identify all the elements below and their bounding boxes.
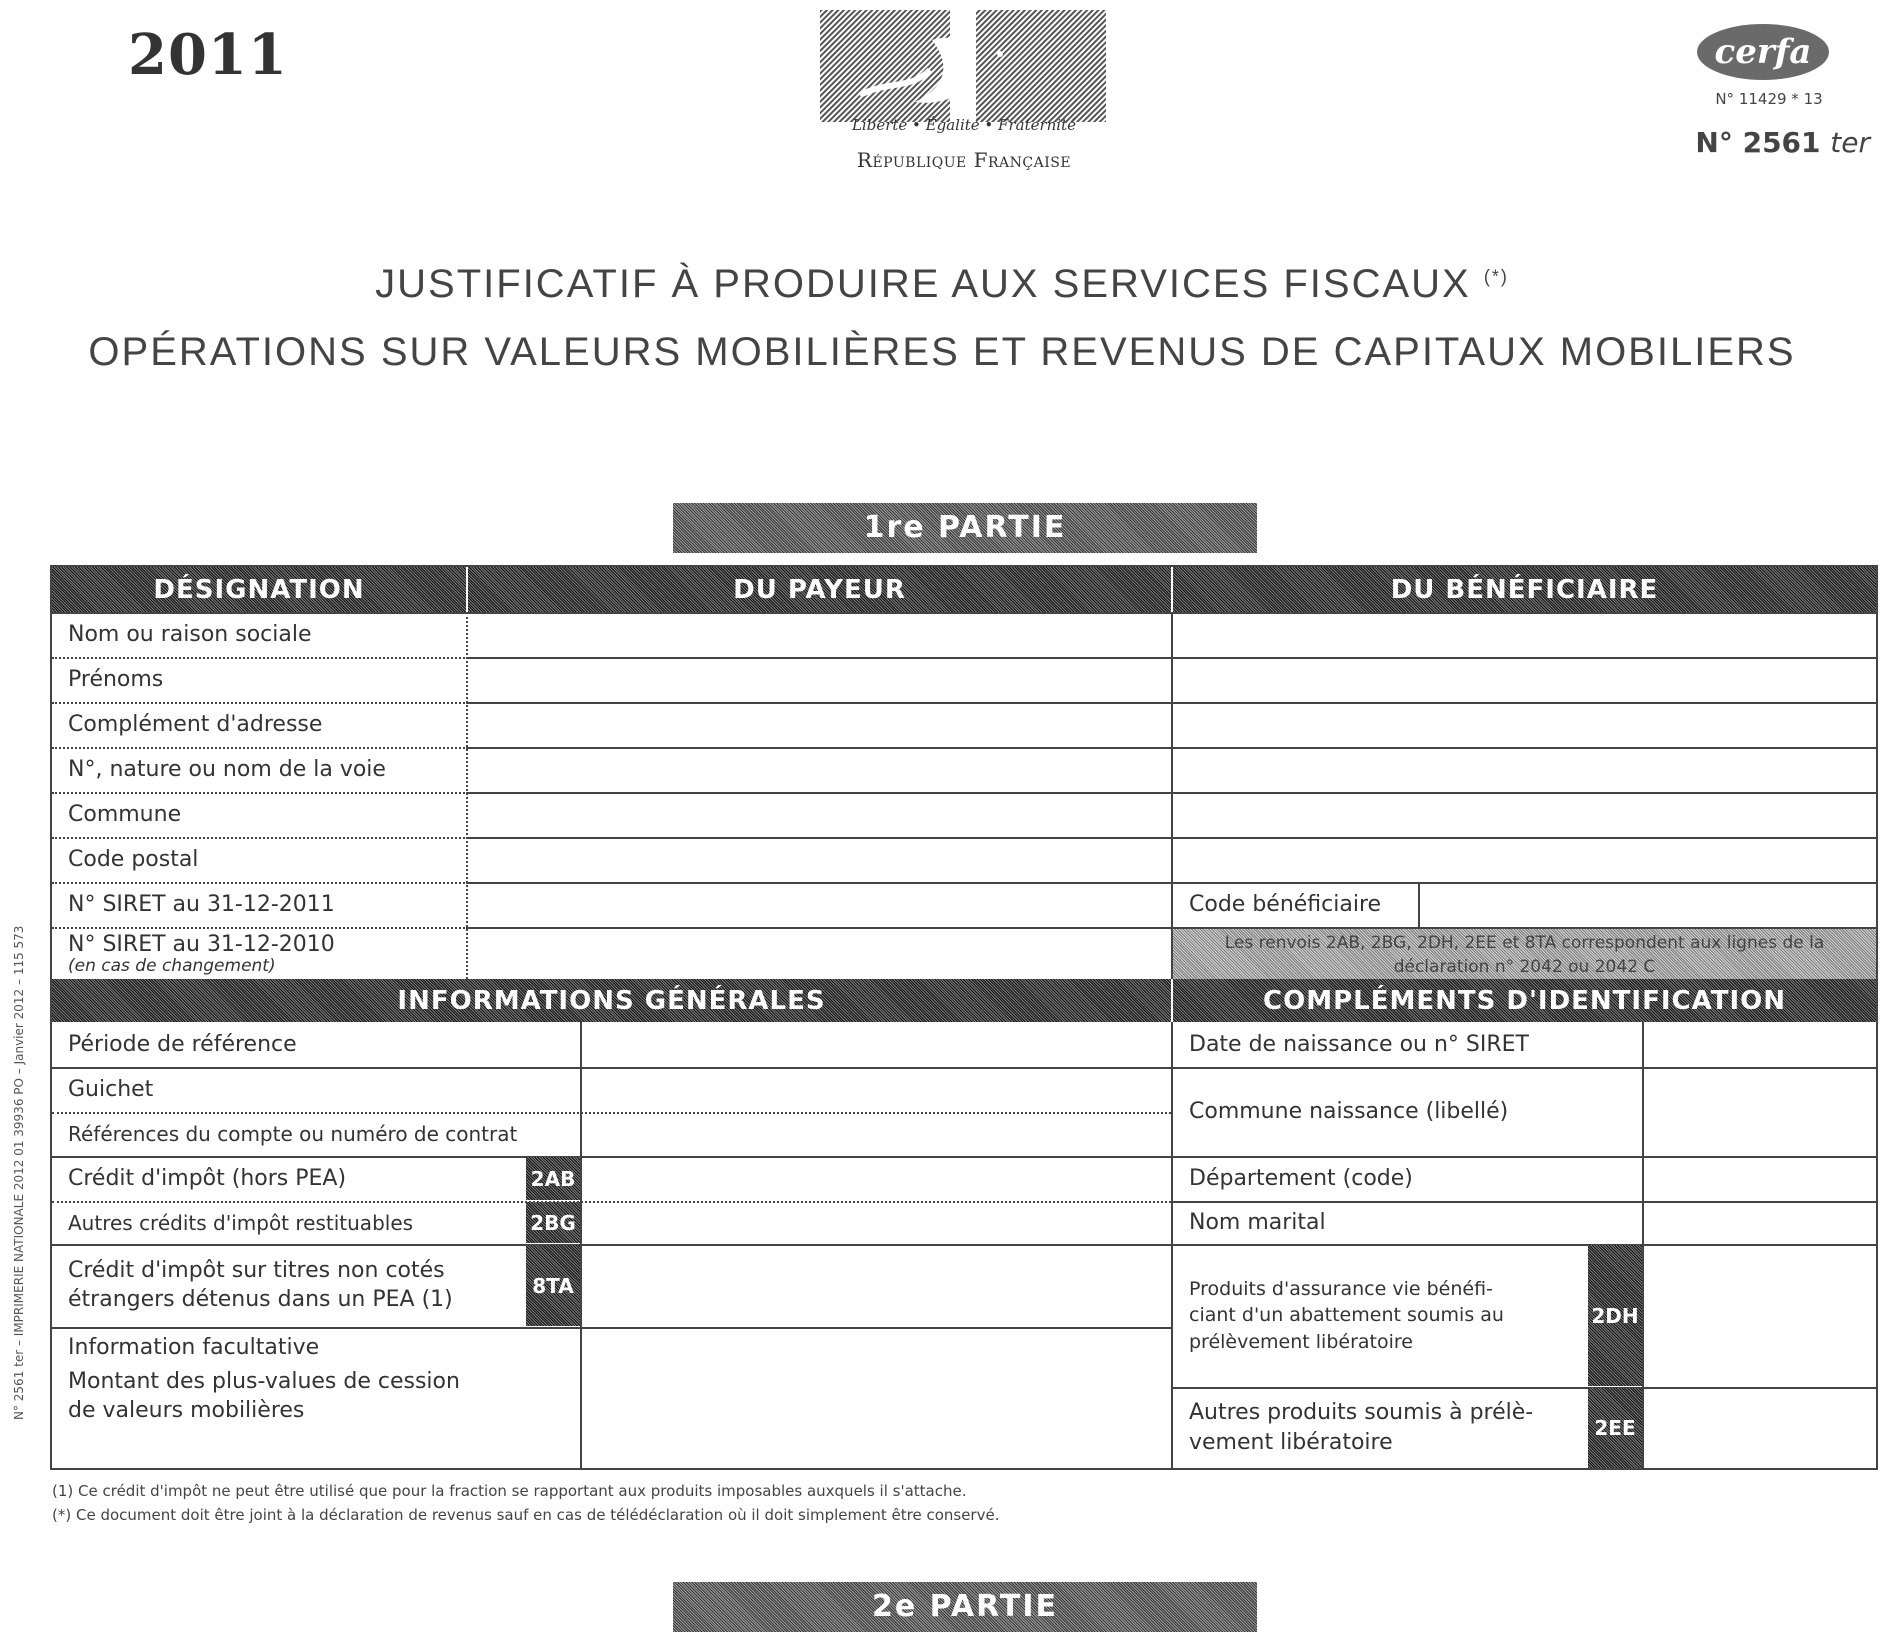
side-print-text: N° 2561 ter – IMPRIMERIE NATIONALE 2012 01 39936 PO – Janvier 2012 – 115 573 bbox=[12, 925, 26, 1420]
payeur-commune-field[interactable] bbox=[470, 794, 1170, 836]
periode-field[interactable] bbox=[582, 1024, 1170, 1066]
siret-2010-note: (en cas de changement) bbox=[68, 955, 276, 976]
label-commune-naissance: Commune naissance (libellé) bbox=[1189, 1099, 1509, 1124]
label-references: Références du compte ou numéro de contrat bbox=[68, 1122, 518, 1146]
siret-2010-label: N° SIRET au 31-12-2010 bbox=[68, 931, 335, 957]
form-number-suffix: ter bbox=[1830, 126, 1870, 159]
footnote-1: (1) Ce crédit d'impôt ne peut être utilisé que pour la fraction se rapportant aux produits imposables auxquels il s'attache. bbox=[52, 1482, 967, 1500]
autres-produits-field[interactable] bbox=[1644, 1389, 1875, 1467]
label-credit-impot: Crédit d'impôt (hors PEA) bbox=[68, 1166, 347, 1191]
renvois-note: Les renvois 2AB, 2BG, 2DH, 2EE et 8TA correspondent aux lignes de la déclaration n° 2042 ou 2042 C bbox=[1173, 929, 1876, 979]
row-label-voie: N°, nature ou nom de la voie bbox=[68, 757, 386, 782]
credit-titres-line-2: étrangers détenus dans un PEA (1) bbox=[68, 1286, 453, 1312]
payeur-prenoms-field[interactable] bbox=[470, 659, 1170, 701]
cerfa-number: N° 11429 * 13 bbox=[1715, 90, 1823, 108]
label-plus-values bbox=[52, 1327, 580, 1468]
beneficiaire-prenoms-field[interactable] bbox=[1175, 659, 1875, 701]
nom-marital-field[interactable] bbox=[1644, 1203, 1875, 1243]
code-2dh-badge: 2DH bbox=[1588, 1245, 1642, 1386]
code-2bg-badge: 2BG bbox=[526, 1202, 580, 1243]
label-date-naissance: Date de naissance ou n° SIRET bbox=[1189, 1032, 1529, 1057]
header-designation: DÉSIGNATION bbox=[52, 567, 466, 612]
credit-titres-field[interactable] bbox=[582, 1246, 1170, 1326]
form-number bbox=[1670, 126, 1870, 159]
year-label: 2011 bbox=[128, 22, 288, 88]
autres-produits-line-1: Autres produits soumis à prélè- bbox=[1189, 1399, 1534, 1425]
row-label-prenoms: Prénoms bbox=[68, 667, 164, 692]
references-field[interactable] bbox=[582, 1114, 1170, 1155]
partie-2-banner: 2e PARTIE bbox=[673, 1582, 1257, 1632]
row-label-siret-2010 bbox=[52, 929, 466, 979]
plus-values-line-1: Montant des plus-values de cession bbox=[68, 1368, 460, 1394]
payeur-siret-2010-field[interactable] bbox=[470, 929, 1170, 977]
title-footnote-mark: (*) bbox=[1483, 266, 1509, 287]
footnote-2: (*) Ce document doit être joint à la déclaration de revenus sauf en cas de télédéclaration où il doit simplement être conservé. bbox=[52, 1506, 1000, 1524]
payeur-voie-field[interactable] bbox=[470, 749, 1170, 791]
beneficiaire-complement-field[interactable] bbox=[1175, 704, 1875, 746]
code-beneficiaire-field[interactable] bbox=[1420, 884, 1875, 926]
payeur-siret-2011-field[interactable] bbox=[470, 884, 1170, 926]
code-2ab-badge: 2AB bbox=[526, 1157, 580, 1200]
republic-name: République Française bbox=[856, 148, 1072, 172]
title-line-1-text: JUSTIFICATIF À PRODUIRE AUX SERVICES FISCAUX bbox=[375, 262, 1471, 306]
marianne-logo bbox=[820, 10, 1106, 122]
label-periode: Période de référence bbox=[68, 1032, 297, 1057]
commune-naissance-field[interactable] bbox=[1644, 1069, 1875, 1155]
plus-values-line-2: de valeurs mobilières bbox=[68, 1398, 305, 1424]
label-guichet: Guichet bbox=[68, 1077, 154, 1102]
departement-field[interactable] bbox=[1644, 1158, 1875, 1200]
label-autres-credits: Autres crédits d'impôt restituables bbox=[68, 1210, 414, 1235]
beneficiaire-nom-field[interactable] bbox=[1175, 614, 1875, 656]
title-line-2: OPÉRATIONS SUR VALEURS MOBILIÈRES ET REVENUS DE CAPITAUX MOBILIERS bbox=[88, 330, 1796, 374]
credit-impot-field[interactable] bbox=[582, 1158, 1170, 1200]
label-autres-produits bbox=[1173, 1387, 1587, 1468]
autres-produits-line-2: vement libératoire bbox=[1189, 1429, 1393, 1455]
code-8ta-badge: 8TA bbox=[526, 1245, 580, 1326]
guichet-field[interactable] bbox=[582, 1069, 1170, 1111]
produits-assurance-line-1: Produits d'assurance vie bénéfi- bbox=[1189, 1277, 1493, 1300]
partie-1-banner: 1re PARTIE bbox=[673, 503, 1257, 553]
header-payeur: DU PAYEUR bbox=[468, 567, 1171, 612]
payeur-code-postal-field[interactable] bbox=[470, 839, 1170, 881]
cerfa-logo bbox=[1694, 22, 1832, 82]
row-label-commune: Commune bbox=[68, 802, 182, 827]
code-beneficiaire-label: Code bénéficiaire bbox=[1189, 892, 1382, 917]
produits-assurance-line-3: prélèvement libératoire bbox=[1189, 1330, 1413, 1353]
code-2ee-badge: 2EE bbox=[1588, 1388, 1642, 1468]
row-label-nom: Nom ou raison sociale bbox=[68, 622, 312, 647]
title-line-1 bbox=[0, 262, 1884, 307]
republic-motto: Liberté • Égalité • Fraternité bbox=[851, 116, 1077, 134]
cerfa-logo-text: cerfa bbox=[1714, 32, 1812, 72]
row-label-complement: Complément d'adresse bbox=[68, 712, 323, 737]
header-complements-identification: COMPLÉMENTS D'IDENTIFICATION bbox=[1173, 979, 1876, 1022]
label-departement: Département (code) bbox=[1189, 1166, 1413, 1191]
row-label-code-postal: Code postal bbox=[68, 847, 199, 872]
info-facultative-label: Information facultative bbox=[68, 1335, 320, 1360]
date-naissance-field[interactable] bbox=[1644, 1024, 1875, 1066]
beneficiaire-voie-field[interactable] bbox=[1175, 749, 1875, 791]
credit-titres-line-1: Crédit d'impôt sur titres non cotés bbox=[68, 1257, 445, 1283]
label-produits-assurance bbox=[1173, 1244, 1587, 1387]
form-number-value: N° 2561 bbox=[1695, 126, 1821, 159]
produits-assurance-line-2: ciant d'un abattement soumis au bbox=[1189, 1304, 1504, 1327]
header-beneficiaire: DU BÉNÉFICIAIRE bbox=[1173, 567, 1876, 612]
payeur-complement-field[interactable] bbox=[470, 704, 1170, 746]
header-informations-generales: INFORMATIONS GÉNÉRALES bbox=[52, 979, 1171, 1022]
plus-values-field[interactable] bbox=[582, 1329, 1170, 1466]
label-nom-marital: Nom marital bbox=[1189, 1210, 1326, 1235]
beneficiaire-commune-field[interactable] bbox=[1175, 794, 1875, 836]
label-credit-titres bbox=[52, 1244, 526, 1327]
produits-assurance-field[interactable] bbox=[1644, 1246, 1875, 1386]
payeur-nom-field[interactable] bbox=[470, 614, 1170, 656]
form-table bbox=[50, 565, 1878, 1470]
beneficiaire-code-postal-field[interactable] bbox=[1175, 839, 1875, 881]
row-label-siret-2011: N° SIRET au 31-12-2011 bbox=[68, 892, 335, 917]
autres-credits-field[interactable] bbox=[582, 1203, 1170, 1243]
